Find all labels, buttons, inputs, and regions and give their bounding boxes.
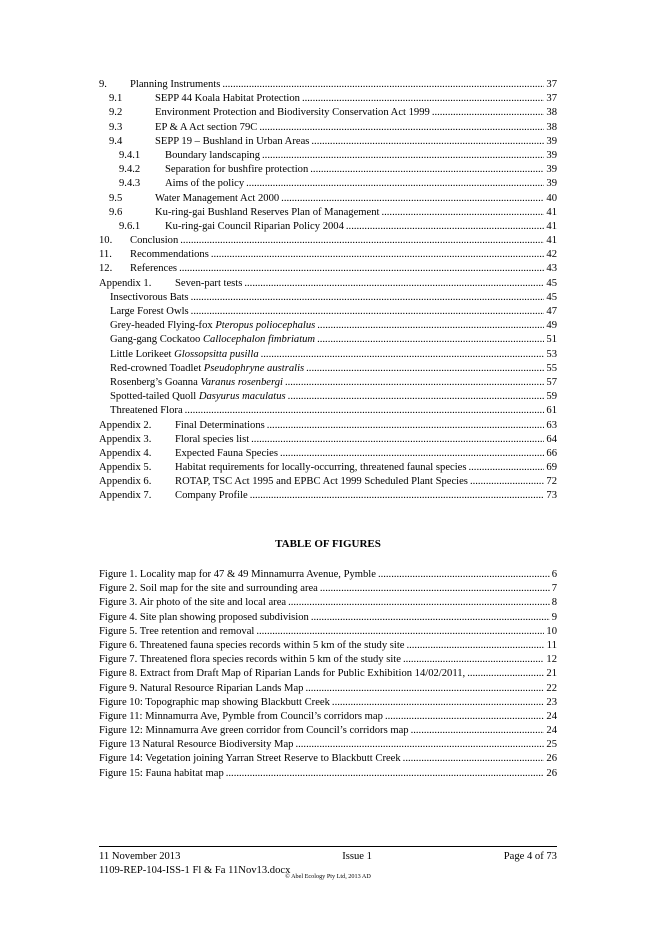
toc-entry-title: EP & A Act section 79C [155,121,258,133]
toc-entry[interactable] [99,305,557,319]
figure-entry-title: Figure 8. Extract from Draft Map of Riparian Lands for Public Exhibition 14/02/2011, [99,668,466,680]
figure-entry-page: 24 [546,725,557,737]
toc-entry-page: 69 [546,462,557,474]
toc-entry-page: 39 [546,164,557,176]
toc-entry-page: 49 [546,320,557,332]
figure-leader-dots [467,667,544,681]
toc-leader-dots [432,106,545,120]
figure-entry-title: Figure 2. Soil map for the site and surrounding area [99,583,318,595]
toc-entry-page: 64 [546,433,557,445]
figure-entry-title: Figure 3. Air photo of the site and local area [99,597,287,609]
toc-entry-page: 39 [546,135,557,147]
toc-entry-title: Rosenberg’s Goanna Varanus rosenbergi [110,376,283,388]
toc-entry-title: Spotted-tailed Quoll Dasyurus maculatus [110,391,286,403]
toc-leader-dots [302,92,544,106]
toc-entry-title: Company Profile [175,490,248,502]
toc-leader-dots [222,78,544,92]
table-of-figures [99,568,557,781]
toc-entry[interactable] [99,121,557,135]
toc-leader-dots [310,163,544,177]
figure-entry-title: Figure 10: Topographic map showing Blackbutt Creek [99,696,330,708]
toc-entry[interactable] [99,419,557,433]
toc-entry[interactable] [99,362,557,376]
toc-entry-number: Appendix 4. [99,447,152,459]
figure-entry-page: 8 [551,597,557,609]
toc-entry-title: SEPP 44 Koala Habitat Protection [155,93,300,105]
figure-entry[interactable] [99,682,557,696]
toc-entry-number: Appendix 1. [99,277,152,289]
figure-entry-title: Figure 14: Vegetation joining Yarran Street Reserve to Blackbutt Creek [99,753,401,765]
figure-entry[interactable] [99,667,557,681]
figure-leader-dots [403,752,545,766]
toc-entry-page: 72 [546,476,557,488]
toc-entry-number: 9.4 [109,135,123,147]
toc-entry-title: Floral species list [175,433,250,445]
toc-entry-number: 9.2 [109,107,123,119]
footer-copyright: © Abel Ecology Pty Ltd, 2013 AD [285,873,371,880]
figure-leader-dots [256,625,544,639]
toc-leader-dots [470,475,544,489]
toc-entry-number: 9.5 [109,192,123,204]
footer-issue: Issue 1 [342,851,372,862]
toc-entry-title: References [130,263,178,275]
figure-entry[interactable] [99,625,557,639]
toc-entry[interactable] [99,319,557,333]
toc-entry[interactable] [99,376,557,390]
toc-entry-number: 9. [99,79,107,90]
figure-entry-page: 11 [546,639,557,651]
toc-entry-page: 40 [546,192,557,204]
figure-entry[interactable] [99,596,557,610]
figure-leader-dots [311,611,550,625]
toc-entry-title: Recommendations [130,249,209,261]
toc-entry-page: 73 [546,490,557,502]
toc-entry[interactable] [99,177,557,191]
toc-leader-dots [259,121,544,135]
figure-leader-dots [332,696,544,710]
figure-entry[interactable] [99,582,557,596]
toc-entry-page: 42 [546,249,557,261]
toc-entry-number: Appendix 7. [99,490,152,502]
figure-entry[interactable] [99,653,557,667]
toc-entry[interactable] [99,291,557,305]
toc-entry-title: Large Forest Owls [110,306,189,317]
toc-leader-dots [179,262,544,276]
toc-entry[interactable] [99,333,557,347]
toc-leader-dots [469,461,545,475]
figure-entry-title: Figure 6. Threatened fauna species records within 5 km of the study site [99,639,405,651]
toc-entry-page: 38 [546,121,557,133]
figure-leader-dots [295,738,544,752]
figure-entry-page: 10 [546,625,557,637]
toc-entry-title: Environment Protection and Biodiversity Conservation Act 1999 [155,107,430,119]
toc-entry[interactable] [99,78,557,92]
figure-entry-title: Figure 5. Tree retention and removal [99,625,255,637]
figure-entry[interactable] [99,710,557,724]
toc-entry-number: Appendix 6. [99,476,152,488]
toc-entry-page: 66 [546,447,557,459]
toc-entry-title: Seven-part tests [175,277,243,289]
toc-entry-page: 39 [546,149,557,161]
figure-leader-dots [288,596,550,610]
toc-entry-number: 9.4.1 [119,149,141,161]
footer-docref: 1109-REP-104-ISS-1 Fl & Fa 11Nov13.docx [99,865,291,876]
toc-entry-species-name: Pseudophryne australis [203,362,305,374]
figure-entry-page: 23 [546,696,557,708]
toc-entry-title: Final Determinations [175,419,265,431]
toc-leader-dots [281,192,544,206]
toc-entry-page: 37 [546,79,557,90]
toc-entry[interactable] [99,135,557,149]
toc-leader-dots [185,404,545,418]
toc-leader-dots [262,149,544,163]
figure-entry-page: 24 [546,710,557,722]
figure-entry[interactable] [99,752,557,766]
toc-entry-number: Appendix 2. [99,419,152,431]
toc-entry[interactable] [99,192,557,206]
toc-entry-number: 9.6 [109,206,123,218]
toc-leader-dots [317,333,544,347]
figure-leader-dots [378,568,550,582]
figure-entry[interactable] [99,568,557,582]
toc-leader-dots [280,447,544,461]
figure-leader-dots [305,682,544,696]
figure-entry[interactable] [99,639,557,653]
toc-entry-title: Separation for bushfire protection [165,164,309,176]
toc-entry[interactable] [99,277,557,291]
toc-leader-dots [285,376,544,390]
toc-entry[interactable] [99,404,557,418]
figure-leader-dots [411,724,545,738]
toc-entry-number: 9.4.2 [119,164,141,176]
toc-entry[interactable] [99,163,557,177]
figure-entry-page: 26 [546,753,557,765]
toc-entry-title: Little Lorikeet Glossopsitta pusilla [110,348,259,360]
toc-entry[interactable] [99,206,557,220]
toc-entry-title: Ku-ring-gai Bushland Reserves Plan of Management [155,206,380,218]
toc-leader-dots [246,177,544,191]
toc-entry-page: 63 [546,419,557,431]
toc-entry-page: 41 [546,220,557,232]
toc-leader-dots [381,206,544,220]
toc-entry-title: SEPP 19 – Bushland in Urban Areas [155,135,310,147]
toc-entry-title: Ku-ring-gai Council Riparian Policy 2004 [165,220,344,232]
figure-entry[interactable] [99,724,557,738]
figures-heading: TABLE OF FIGURES [275,538,381,550]
toc-entry-number: 9.6.1 [119,220,141,232]
footer-divider [99,846,557,847]
toc-entry-page: 55 [546,362,557,374]
figure-leader-dots [406,639,544,653]
figure-entry-title: Figure 1. Locality map for 47 & 49 Minnamurra Avenue, Pymble [99,569,376,580]
toc-entry-page: 43 [546,263,557,275]
toc-entry-page: 41 [546,206,557,218]
toc-entry-page: 41 [546,235,557,247]
toc-entry[interactable] [99,390,557,404]
figure-entry[interactable] [99,611,557,625]
figure-entry-title: Figure 11: Minnamurra Ave, Pymble from Council’s corridors map [99,710,383,722]
toc-entry[interactable] [99,489,557,503]
toc-entry-number: 9.3 [109,121,123,133]
toc-entry-page: 59 [546,391,557,403]
toc-entry[interactable] [99,92,557,106]
figure-entry-title: Figure 15: Fauna habitat map [99,767,224,779]
toc-entry[interactable] [99,106,557,120]
toc-entry-page: 45 [546,291,557,303]
toc-entry-title: ROTAP, TSC Act 1995 and EPBC Act 1999 Scheduled Plant Species [175,476,468,488]
toc-entry-title: Planning Instruments [130,79,221,90]
toc-entry-title: Boundary landscaping [165,149,261,161]
figure-entry-page: 25 [546,739,557,751]
figure-entry[interactable] [99,767,557,781]
table-of-contents [99,78,557,504]
toc-leader-dots [251,433,544,447]
toc-entry-title: Insectivorous Bats [110,291,189,303]
toc-entry-title: Grey-headed Flying-fox Pteropus poliocephalus [110,320,316,332]
toc-entry-page: 47 [546,306,557,317]
toc-entry-number: 9.4.3 [119,178,141,190]
figure-entry[interactable] [99,738,557,752]
toc-leader-dots [211,248,545,262]
footer-page-number: Page 4 of 73 [503,851,557,862]
toc-entry[interactable] [99,433,557,447]
toc-entry-title: Aims of the policy [165,178,245,190]
toc-entry-number: 11. [99,249,112,261]
toc-leader-dots [191,291,545,305]
figure-entry-title: Figure 4. Site plan showing proposed subdivision [99,611,309,623]
figure-entry-page: 7 [551,583,557,595]
toc-entry[interactable] [99,461,557,475]
toc-entry-species-name: Callocephalon fimbriatum [202,334,316,346]
toc-entry-page: 51 [546,334,557,346]
figure-entry-title: Figure 13 Natural Resource Biodiversity Map [99,739,294,751]
toc-leader-dots [346,220,545,234]
toc-leader-dots [317,319,544,333]
toc-leader-dots [250,489,545,503]
toc-leader-dots [180,234,544,248]
figure-entry-page: 22 [546,682,557,694]
toc-leader-dots [288,390,545,404]
toc-leader-dots [311,135,544,149]
toc-entry-page: 37 [546,93,557,105]
toc-entry-page: 38 [546,107,557,119]
toc-entry[interactable] [99,475,557,489]
figure-entry-page: 21 [546,668,557,680]
toc-entry-page: 45 [546,277,557,289]
figure-entry-page: 6 [551,569,557,580]
toc-entry-page: 61 [546,405,557,417]
toc-entry-number: 10. [99,235,113,247]
toc-entry-title: Water Management Act 2000 [155,192,280,204]
toc-leader-dots [306,362,544,376]
toc-leader-dots [267,419,545,433]
figure-leader-dots [385,710,544,724]
toc-entry[interactable] [99,234,557,248]
figure-entry[interactable] [99,696,557,710]
toc-entry-species-name: Dasyurus maculatus [198,391,286,403]
figure-entry-title: Figure 12: Minnamurra Ave green corridor from Council’s corridors map [99,725,409,737]
figure-entry-page: 26 [546,767,557,779]
figure-entry-page: 9 [551,611,557,623]
figure-leader-dots [226,767,545,781]
toc-leader-dots [191,305,545,319]
toc-leader-dots [261,348,545,362]
toc-entry[interactable] [99,248,557,262]
figure-entry-title: Figure 9. Natural Resource Riparian Lands Map [99,682,304,694]
toc-entry-page: 53 [546,348,557,360]
toc-entry-title: Gang-gang Cockatoo Callocephalon fimbriatum [110,334,316,346]
toc-entry-title: Habitat requirements for locally-occurring, threatened faunal species [175,462,467,474]
toc-entry-number: Appendix 5. [99,462,152,474]
toc-entry-number: Appendix 3. [99,433,152,445]
toc-entry-number: 12. [99,263,113,275]
figure-entry-title: Figure 7. Threatened flora species records within 5 km of the study site [99,654,401,666]
footer-date: 11 November 2013 [99,851,181,862]
toc-entry-number: 9.1 [109,93,123,105]
toc-entry[interactable] [99,262,557,276]
figure-entry-page: 12 [546,654,557,666]
toc-entry[interactable] [99,447,557,461]
toc-entry-species-name: Varanus rosenbergi [200,376,283,388]
toc-entry[interactable] [99,348,557,362]
toc-entry-title: Red-crowned Toadlet Pseudophryne australis [110,362,305,374]
figure-leader-dots [320,582,550,596]
toc-entry[interactable] [99,149,557,163]
toc-entry-species-name: Pteropus poliocephalus [215,320,316,332]
toc-entry[interactable] [99,220,557,234]
toc-leader-dots [244,277,544,291]
toc-entry-title: Threatened Flora [110,405,183,417]
toc-entry-species-name: Glossopsitta pusilla [174,348,259,360]
toc-entry-title: Expected Fauna Species [175,447,278,459]
figure-leader-dots [403,653,544,667]
toc-entry-page: 57 [546,376,557,388]
toc-entry-title: Conclusion [130,235,179,247]
toc-entry-page: 39 [546,178,557,190]
